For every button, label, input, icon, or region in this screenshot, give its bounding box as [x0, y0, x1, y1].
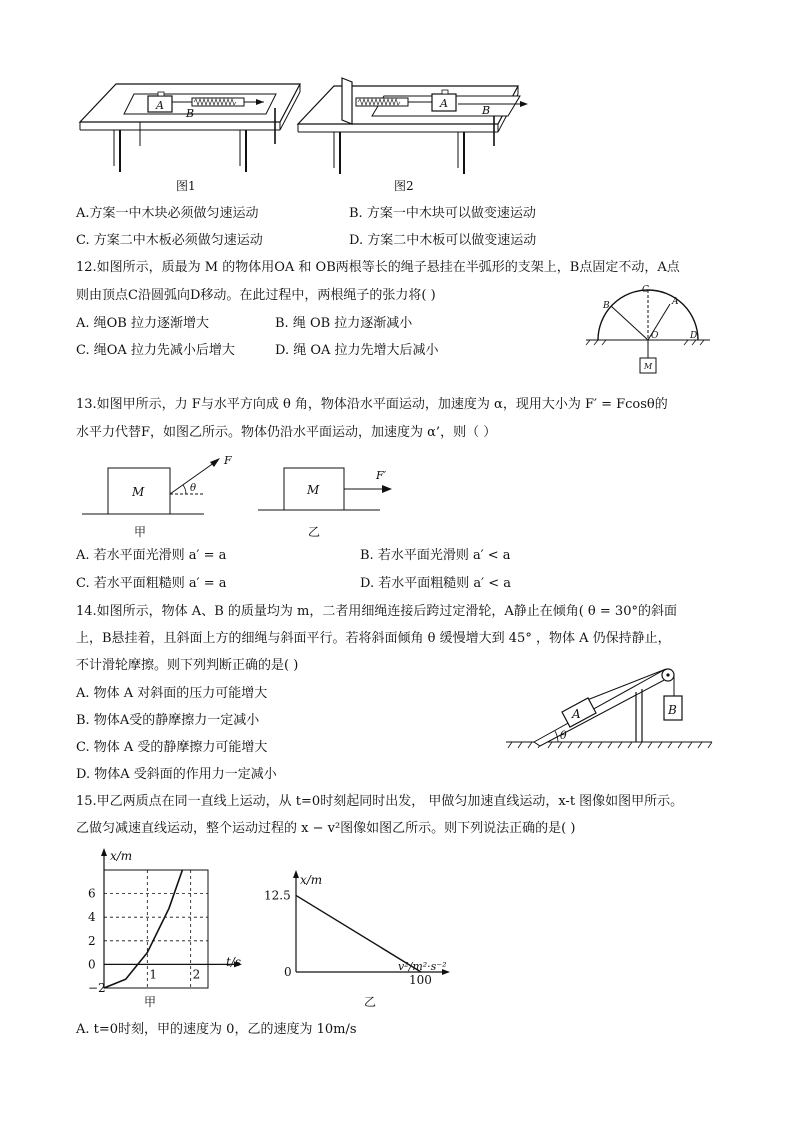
- q12-stem-line2: 则由顶点C沿圆弧向D移动。在此过程中，两根绳子的张力将( ): [76, 288, 436, 303]
- q13-stem-line2: 水平力代替F，如图乙所示。物体仍沿水平面运动，加速度为 α’，则（ ）: [76, 425, 497, 440]
- q12-fig-label-b: B: [603, 301, 610, 311]
- chart-jia-xtick: 1: [149, 967, 157, 982]
- q14-option-d: D. 物体A 受斜面的作用力一定减小: [76, 767, 277, 782]
- chart-jia-ytick: −2: [88, 981, 106, 995]
- q14-stem-line3: 不计滑轮摩擦。则下列判断正确的是( ): [76, 658, 299, 673]
- q11-fig1-label-a: A: [156, 99, 164, 112]
- chart-jia: [80, 846, 260, 1016]
- chart-jia-series-curve: [104, 870, 182, 988]
- q13-label-m-yi: M: [307, 483, 320, 497]
- q13-option-a: A. 若水平面光滑则 a′ = a: [76, 548, 227, 563]
- q11-figure-1: [80, 80, 310, 200]
- q12-fig-label-o: O: [651, 331, 659, 341]
- q15-stem-line2: 乙做匀减速直线运动，整个运动过程的 x − v²图像如图乙所示。则下列说法正确的是( ): [76, 821, 576, 836]
- chart-yi: [264, 866, 470, 1016]
- chart-yi-title: 乙: [364, 995, 377, 1009]
- q15-option-a: A. t=0时刻，甲的速度为 0，乙的速度为 10m/s: [76, 1022, 357, 1037]
- q14-fig-label-theta: θ: [560, 729, 567, 742]
- q11-option-c: C. 方案二中木板必须做匀速运动: [76, 233, 263, 248]
- q14-stem-line1: 14.如图所示，物体 A、B 的质量均为 m，二者用细绳连接后跨过定滑轮，A静止在倾角( θ = 30°的斜面: [76, 604, 677, 619]
- q14-stem-line2: 上，B悬挂着，且斜面上方的细绳与斜面平行。若将斜面倾角 θ 缓慢增大到 45° ，物体 A 仍保持静止，: [76, 631, 671, 646]
- chart-yi-xlabel: v²/m²·s⁻²: [398, 960, 447, 973]
- chart-jia-y-arrow: [101, 848, 107, 856]
- q14-fig-label-b: B: [668, 703, 677, 717]
- q14-figure: [506, 658, 718, 754]
- chart-yi-ytick-12-5: 12.5: [264, 888, 291, 903]
- chart-yi-ylabel: x/m: [300, 873, 323, 887]
- q13-caption-jia: 甲: [134, 525, 147, 539]
- q13-option-c: C. 若水平面粗糙则 a′ = a: [76, 576, 227, 591]
- q11-fig2-label-a: A: [440, 97, 448, 110]
- q13-label-f: F: [224, 454, 232, 467]
- q13-label-theta: θ: [190, 483, 197, 494]
- chart-jia-ylabel: x/m: [110, 849, 133, 863]
- q13-figure: [82, 452, 412, 544]
- q11-fig2-caption: 图2: [394, 179, 414, 193]
- q13-label-fprime: F′: [376, 469, 387, 482]
- q13-caption-yi: 乙: [308, 525, 321, 539]
- q13-label-m-jia: M: [132, 485, 145, 499]
- q11-option-b: B. 方案一中木块可以做变速运动: [349, 206, 536, 221]
- q12-fig-label-d: D: [690, 331, 698, 341]
- q12-option-b: B. 绳 OB 拉力逐渐减小: [275, 316, 413, 331]
- q14-option-b: B. 物体A受的静摩擦力一定减小: [76, 713, 260, 728]
- q11-fig1-caption: 图1: [176, 179, 196, 193]
- q13-option-d: D. 若水平面粗糙则 a′ < a: [360, 576, 511, 591]
- q14-option-c: C. 物体 A 受的静摩擦力可能增大: [76, 740, 268, 755]
- q12-option-d: D. 绳 OA 拉力先增大后减小: [275, 343, 439, 358]
- chart-yi-y-arrow: [293, 870, 299, 878]
- q13-stem-line1: 13.如图甲所示，力 F与水平方向成 θ 角，物体沿水平面运动，加速度为 α，现用大小为 F′ = Fcosθ的: [76, 397, 668, 412]
- q15-stem-line1: 15.甲乙两质点在同一直线上运动，从 t=0时刻起同时出发， 甲做匀加速直线运动，x-t 图像如图甲所示。: [76, 794, 684, 809]
- chart-jia-ytick: 4: [88, 910, 96, 925]
- q12-option-c: C. 绳OA 拉力先减小后增大: [76, 343, 235, 358]
- q13-option-b: B. 若水平面光滑则 a′ < a: [360, 548, 511, 563]
- chart-yi-xtick-100: 100: [409, 973, 432, 987]
- chart-jia-xtick: 2: [192, 967, 201, 982]
- q12-fig-label-m: M: [644, 362, 653, 371]
- chart-jia-ytick: 0: [88, 957, 96, 972]
- chart-yi-xtick-0: 0: [284, 965, 292, 979]
- q12-option-a: A. 绳OB 拉力逐渐增大: [76, 316, 209, 331]
- q12-figure: [586, 282, 716, 378]
- chart-jia-xlabel: t/s: [226, 955, 242, 969]
- q12-fig-label-c: C: [642, 285, 649, 295]
- q11-fig1-label-b: B: [186, 107, 195, 120]
- chart-jia-ytick: 2: [88, 933, 96, 948]
- q11-option-d: D. 方案二中木板可以做变速运动: [349, 233, 537, 248]
- chart-jia-title: 甲: [144, 995, 157, 1009]
- q11-figure-2: [298, 76, 538, 200]
- q12-fig-label-a: A: [672, 297, 679, 307]
- q14-option-a: A. 物体 A 对斜面的压力可能增大: [76, 686, 268, 701]
- q11-option-a: A.方案一中木块必须做匀速运动: [76, 206, 259, 221]
- q14-fig-label-a: A: [572, 707, 581, 721]
- chart-jia-ytick: 6: [88, 886, 96, 901]
- q11-fig2-label-b: B: [482, 104, 491, 117]
- q12-stem-line1: 12.如图所示，质最为 M 的物体用OA 和 OB两根等长的绳子悬挂在半弧形的支架上，B点固定不动，A点: [76, 260, 680, 275]
